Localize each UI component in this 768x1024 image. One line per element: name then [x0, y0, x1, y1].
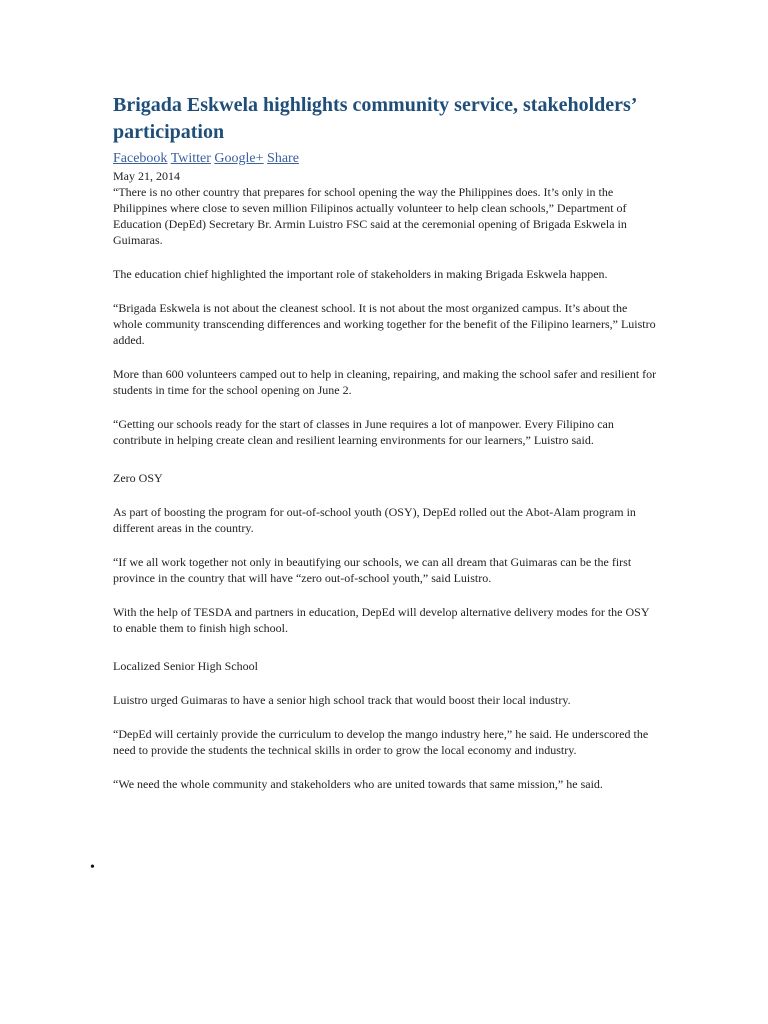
share-bar — [113, 150, 658, 168]
list-bullet: • — [90, 860, 95, 875]
google-plus-link[interactable]: Google+ — [214, 151, 264, 166]
facebook-link[interactable]: Facebook — [113, 151, 168, 166]
paragraph: The education chief highlighted the important role of stakeholders in making Brigada Eskwela happen. — [113, 267, 608, 281]
paragraph: “Brigada Eskwela is not about the cleanest school. It is not about the most organized campus. It’s about the whole community transcending differences and working together for the benefit of the Filipino learners,” Luistro added. — [113, 301, 656, 347]
article — [113, 92, 658, 792]
paragraph: “DepEd will certainly provide the curriculum to develop the mango industry here,” he said. He underscored the need to provide the students the technical skills in order to grow the local economy and industry. — [113, 727, 649, 757]
paragraph: As part of boosting the program for out-of-school youth (OSY), DepEd rolled out the Abot-Alam program in different areas in the country. — [113, 505, 636, 535]
paragraph: “There is no other country that prepares for school opening the way the Philippines does. It’s only in the Philippines where close to seven million Filipinos actually volunteer to help clean schools,” Department of Education (DepEd) Secretary Br. Armin Luistro FSC said at the ceremonial opening of Brigada Eskwela in Guimaras. — [113, 185, 627, 247]
paragraph: With the help of TESDA and partners in education, DepEd will develop alternative delivery modes for the OSY to enable them to finish high school. — [113, 605, 650, 635]
article-title: Brigada Eskwela highlights community service, stakeholders’ participation — [113, 94, 636, 143]
paragraph: Luistro urged Guimaras to have a senior high school track that would boost their local industry. — [113, 693, 571, 707]
paragraph: “Getting our schools ready for the start of classes in June requires a lot of manpower. Every Filipino can contribute in helping create clean and resilient learning environments for our learners,” Luistro said. — [113, 417, 614, 447]
share-link[interactable]: Share — [267, 151, 299, 166]
paragraph: “If we all work together not only in beautifying our schools, we can all dream that Guimaras can be the first province in the country that will have “zero out-of-school youth,” said Luistro. — [113, 555, 632, 585]
twitter-link[interactable]: Twitter — [170, 151, 211, 166]
article-date: May 21, 2014 — [113, 169, 180, 183]
section-heading-senior-high: Localized Senior High School — [113, 659, 258, 673]
section-heading-zero-osy: Zero OSY — [113, 471, 163, 485]
paragraph: “We need the whole community and stakeholders who are united towards that same mission,” he said. — [113, 777, 603, 791]
paragraph: More than 600 volunteers camped out to help in cleaning, repairing, and making the school safer and resilient for students in time for the school opening on June 2. — [113, 367, 657, 397]
